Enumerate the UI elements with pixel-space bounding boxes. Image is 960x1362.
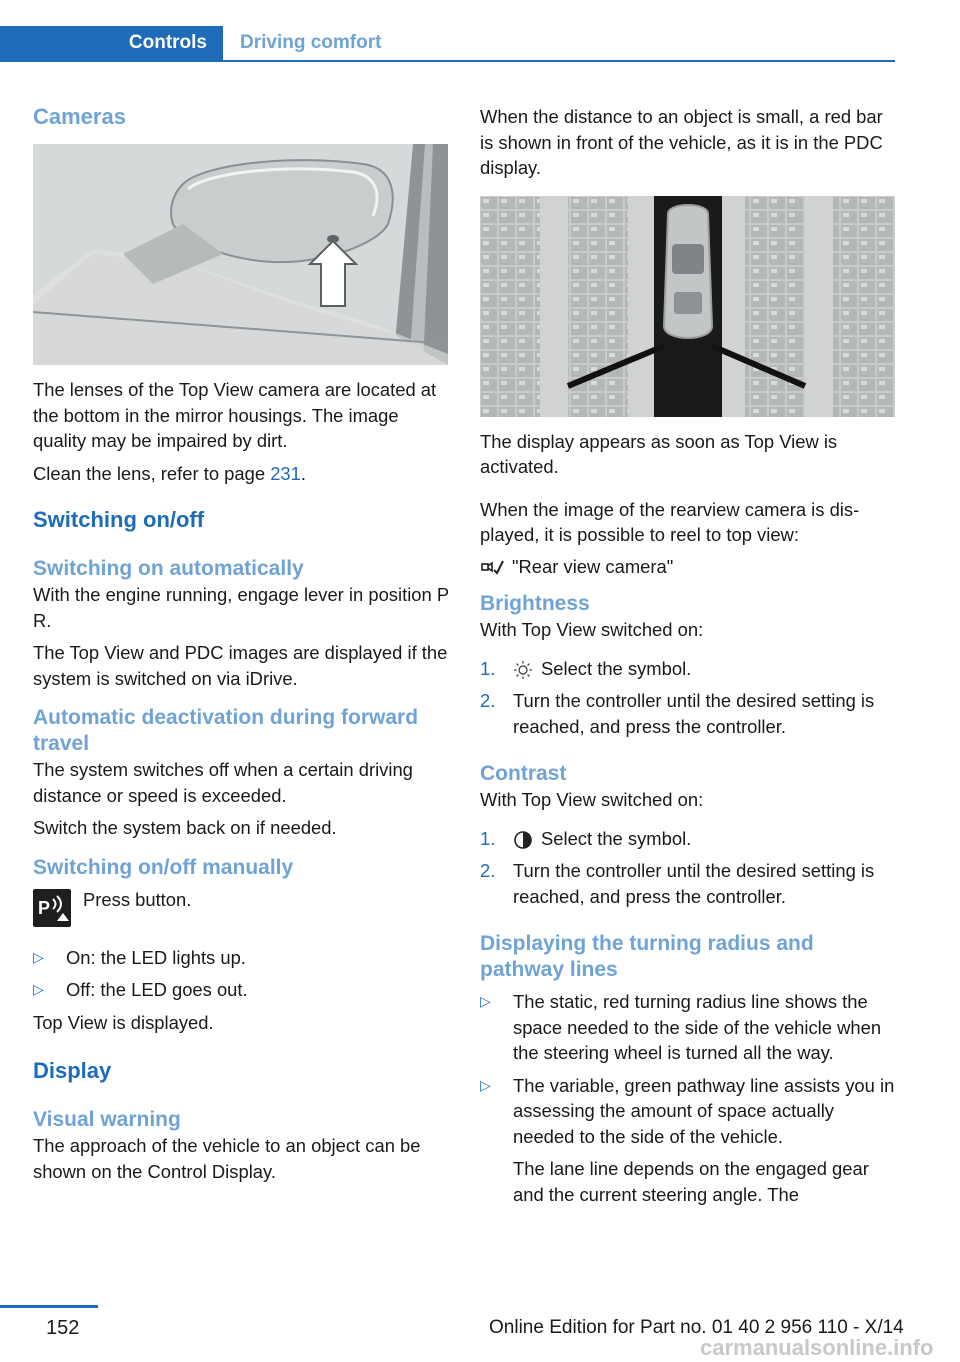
contrast-intro: With Top View switched on: — [480, 789, 704, 810]
list-item — [33, 945, 449, 971]
step-content — [513, 656, 691, 682]
list-item — [480, 656, 896, 682]
contrast-icon — [513, 830, 533, 850]
list-item — [480, 858, 896, 909]
display-appears-paragraph: The display appears as soon as Top View is activated. — [480, 430, 838, 477]
svg-text:P: P — [38, 897, 51, 918]
top-view-illustration — [480, 196, 895, 417]
rear-camera-icon — [480, 556, 504, 576]
top-view-figure — [480, 196, 895, 417]
bullet-text: Off: the LED goes out. — [66, 979, 248, 1000]
clean-lens-paragraph — [33, 461, 449, 487]
distance-paragraph: When the distance to an object is small, a red bar is shown in front of the vehicle, as it is in the PDC display. — [480, 106, 883, 178]
visual-warning-heading: Visual warning — [33, 1108, 181, 1131]
manual-heading: Switching on/off manually — [33, 855, 294, 879]
step-content — [513, 826, 691, 852]
rearview-paragraph: When the image of the rearview camera is displayed, it is possible to reel to top view: — [480, 498, 860, 545]
bullet-text: On: the LED lights up. — [66, 946, 246, 968]
auto-paragraph-2: The Top View and PDC images are displayed if the system is switched on via iDrive. — [33, 642, 448, 689]
pdc-button-glyph — [33, 889, 71, 927]
press-button-text: Press button. — [83, 888, 192, 910]
triangle-bullet-icon: ▷ — [33, 981, 44, 997]
switching-heading: Switching on/off — [33, 507, 205, 532]
brightness-intro: With Top View switched on: — [480, 619, 704, 640]
auto-heading: Switching on automatically — [33, 557, 304, 580]
watermark: carmanualsonline.info — [700, 1335, 934, 1360]
step-text: Turn the controller until the desired setting is reached, and press the controller. — [513, 690, 875, 737]
step-text: Turn the controller until the desired setting is reached, and press the controller. — [513, 860, 875, 907]
lenses-paragraph: The lenses of the Top View camera are located at the bottom in the mirror housings. The image quality may be impaired by dirt. — [33, 379, 437, 451]
turning-radius-heading: Displaying the turning radius and pathway lines — [480, 932, 814, 981]
bullet-text: The variable, green pathway line assists you in assessing the amount of space actually needed to the side of the vehicle. — [513, 1074, 895, 1147]
triangle-bullet-icon: ▷ — [33, 948, 44, 965]
left-column — [33, 100, 449, 1184]
pdc-button-icon — [33, 889, 71, 927]
turning-bullet-list — [480, 989, 896, 1149]
list-item — [480, 688, 896, 739]
contrast-heading: Contrast — [480, 762, 567, 785]
clean-lens-text: Clean the lens, refer to page — [33, 462, 271, 484]
visual-warning-paragraph: The approach of the vehicle to an object can be shown on the Control Display. — [33, 1135, 421, 1182]
page-231-link[interactable]: 231 — [270, 462, 301, 484]
mirror-camera-illustration — [33, 144, 448, 365]
display-heading: Display — [33, 1058, 112, 1083]
deactivation-paragraph-1: The system switches off when a certain driving distance or speed is exceeded. — [33, 759, 413, 806]
led-bullet-list — [33, 945, 449, 1003]
press-button-row — [33, 889, 449, 927]
brightness-steps — [480, 656, 896, 740]
list-item — [480, 826, 896, 852]
auto-paragraph-1: With the engine running, engage lever in position P R. — [33, 584, 449, 631]
deactivation-paragraph-2: Switch the system back on if needed. — [33, 817, 337, 838]
brightness-heading: Brightness — [480, 592, 590, 615]
list-item — [33, 977, 449, 1003]
header-tab-driving-comfort: Driving comfort — [240, 32, 382, 53]
triangle-bullet-icon: ▷ — [480, 1076, 491, 1093]
brightness-icon — [513, 660, 533, 680]
page-number: 152 — [46, 1317, 80, 1339]
mirror-camera-figure — [33, 144, 448, 365]
list-item — [480, 1073, 896, 1150]
page-header — [0, 26, 895, 62]
rear-view-camera-row — [480, 554, 896, 580]
header-tab-controls: Controls — [0, 26, 223, 60]
rear-view-camera-label: "Rear view camera" — [512, 555, 674, 577]
page-footer — [0, 1305, 960, 1362]
contrast-steps — [480, 826, 896, 910]
step-number: 1. — [480, 657, 496, 679]
edition-text: Online Edition for Part no. 01 40 2 956 110 - X/14 — [489, 1317, 904, 1338]
step-number: 2. — [480, 860, 496, 881]
deactivation-heading: Automatic deactivation during forward travel — [33, 706, 419, 755]
footer-rule — [0, 1305, 98, 1308]
step-text: Select the symbol. — [541, 657, 692, 679]
top-view-displayed-paragraph: Top View is displayed. — [33, 1011, 214, 1033]
header-rule — [0, 60, 895, 62]
lane-line-paragraph: The lane line depends on the engaged gear and the current steering angle. The — [513, 1158, 869, 1205]
step-number: 2. — [480, 690, 496, 711]
clean-lens-suffix: . — [300, 462, 306, 484]
right-column — [480, 104, 896, 1207]
bullet-text: The static, red turning radius line shows the space needed to the side of the vehicle when the steering wheel is turned all the way. — [513, 991, 882, 1063]
step-number: 1. — [480, 827, 496, 849]
triangle-bullet-icon: ▷ — [480, 993, 491, 1009]
step-text: Select the symbol. — [541, 827, 692, 849]
list-item — [480, 989, 896, 1066]
cameras-heading: Cameras — [33, 104, 126, 129]
